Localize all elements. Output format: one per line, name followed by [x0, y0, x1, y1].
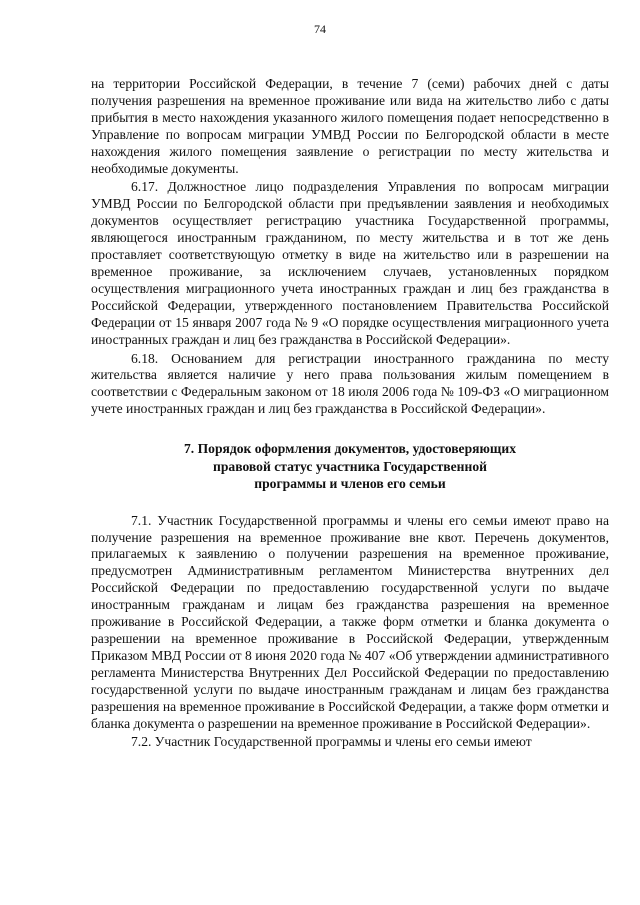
section-heading-line-3: программы и членов его семьи	[254, 476, 446, 492]
paragraph-continuation: на территории Российской Федерации, в течение 7 (семи) рабочих дней с даты получения разрешения на временное проживание или вида на жительство либо с даты прибытия в место нахождения указанного жилого помещения подает непосредственно в Управление по вопросам миграции УМВД России по Белгородской области в месте нахождения жилого помещения заявление о регистрации по месту жительства и необходимые документы.	[91, 76, 609, 176]
section-heading	[91, 440, 609, 493]
paragraph-6-18: 6.18. Основанием для регистрации иностранного гражданина по месту жительства является наличие у него права пользования жилым помещением в соответствии с Федеральным законом от 18 июля 2006 года № 109-ФЗ «О миграционном учете иностранных граждан и лиц без гражданства в Российской Федерации».	[91, 350, 609, 417]
section-heading-line-2: правовой статус участника Государственной	[213, 458, 487, 474]
page-number: 74	[314, 22, 326, 36]
document-body	[91, 76, 609, 751]
section-heading-line-1: 7. Порядок оформления документов, удостоверяющих	[183, 441, 516, 457]
paragraph-6-17: 6.17. Должностное лицо подразделения Управления по вопросам миграции УМВД России по Белгородской области при предъявлении заявления и необходимых документов осуществляет регистрацию участника Государственной программы, являющегося иностранным гражданином, по месту жительства и в тот же день проставляет соответствующую отметку в виде на жительство или в разрешении на временное проживание, за исключением случаев, установленных порядком осуществления миграционного учета иностранных граждан и лиц без гражданства в Российской Федерации, утвержденного постановлением Правительства Российской Федерации от 15 января 2007 года № 9 «О порядке осуществления миграционного учета иностранных граждан и лиц без гражданства в Российской Федерации».	[91, 179, 609, 347]
paragraph-7-1: 7.1. Участник Государственной программы и члены его семьи имеют право на получение разрешения на временное проживание вне квот. Перечень документов, прилагаемых к заявлению о получении разрешения на временное проживание, предусмотрен Административным регламентом Министерства внутренних дел Российской Федерации по предоставлению государственной услуги по выдаче иностранным гражданам и лицам без гражданства разрешения на временное проживание в Российской Федерации, а также форм отметки и бланка документа о разрешении на временное проживание в Российской Федерации, утвержденным Приказом МВД России от 8 июня 2020 года № 407 «Об утверждении административного регламента Министерства Внутренних Дел Российской Федерации по предоставлению государственной услуги по выдаче иностранным гражданам и лицам без гражданства разрешения на временное проживание в Российской Федерации, а также форм отметки и бланка документа о разрешении на временное проживание в Российской Федерации».	[91, 512, 609, 731]
paragraph-7-2: 7.2. Участник Государственной программы и члены его семьи имеют	[131, 734, 532, 750]
